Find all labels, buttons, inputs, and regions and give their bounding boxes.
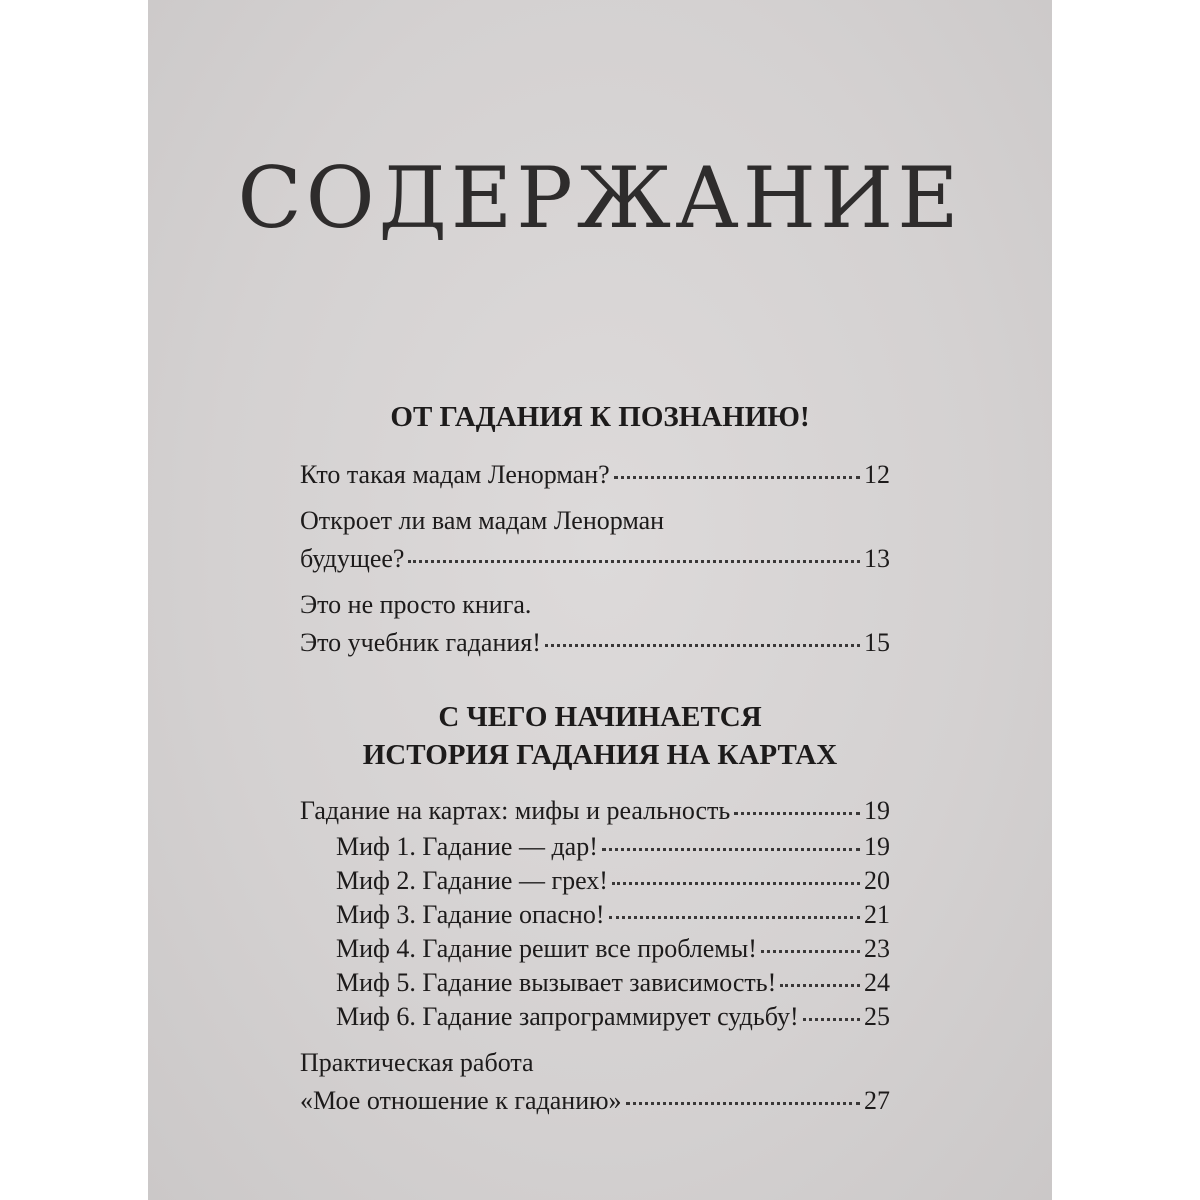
page-number: 27 — [864, 1086, 890, 1115]
toc-entry-text: Откроет ли вам мадам Ленорман — [300, 506, 665, 535]
page-number: 23 — [864, 934, 890, 963]
toc-entry-line — [336, 930, 890, 968]
dot-leader — [803, 1018, 860, 1021]
toc-entry — [336, 862, 890, 900]
toc-entry-line — [336, 964, 890, 1002]
section-heading-line: С ЧЕГО НАЧИНАЕТСЯ — [438, 701, 762, 733]
dot-leader — [609, 916, 860, 919]
toc-entry-line — [336, 998, 890, 1036]
toc-entry-text: Практическая работа — [300, 1048, 534, 1077]
section-heading-line: ОТ ГАДАНИЯ К ПОЗНАНИЮ! — [390, 401, 810, 433]
toc-entry-text: Миф 5. Гадание вызывает зависимость! — [336, 968, 777, 997]
page-number: 19 — [864, 796, 890, 825]
toc-entry — [300, 502, 890, 578]
toc-entry-line — [300, 540, 890, 578]
section-heading — [300, 398, 900, 436]
toc-entry-text: Миф 6. Гадание запрограммирует судьбу! — [336, 1002, 799, 1031]
toc-entry — [300, 586, 890, 662]
toc-entry-text: Миф 2. Гадание — грех! — [336, 866, 608, 895]
page-number: 20 — [864, 866, 890, 895]
toc-entry-line — [336, 896, 890, 934]
toc-entry-text: Гадание на картах: мифы и реальность — [300, 796, 731, 825]
page-number: 12 — [864, 460, 890, 489]
toc-entry-text: Кто такая мадам Ленорман? — [300, 460, 610, 489]
section-heading — [300, 698, 900, 774]
toc-entry-line — [300, 792, 890, 830]
dot-leader — [761, 950, 860, 953]
toc-entry-text: Миф 4. Гадание решит все проблемы! — [336, 934, 757, 963]
page-number: 19 — [864, 832, 890, 861]
toc-entry — [336, 896, 890, 934]
page-number: 15 — [864, 628, 890, 657]
toc-entry-line — [300, 456, 890, 494]
toc-entry-line — [300, 1082, 890, 1120]
toc-entry-line — [336, 862, 890, 900]
toc-entry — [300, 456, 890, 494]
toc-entry-text: «Мое отношение к гаданию» — [300, 1086, 622, 1115]
toc-entry-text: Миф 3. Гадание опасно! — [336, 900, 605, 929]
page-number: 25 — [864, 1002, 890, 1031]
page-number: 21 — [864, 900, 890, 929]
toc-entry-line — [336, 828, 890, 866]
toc-entry — [336, 828, 890, 866]
dot-leader — [545, 644, 860, 647]
toc-entry — [336, 998, 890, 1036]
toc-entry — [336, 930, 890, 968]
toc-entry — [300, 1044, 890, 1120]
toc-entry-text: Это не просто книга. — [300, 590, 532, 619]
toc-entry-line — [300, 624, 890, 662]
dot-leader — [614, 476, 860, 479]
toc-entry-text: Это учебник гадания! — [300, 628, 541, 657]
dot-leader — [626, 1102, 860, 1105]
page-number: 24 — [864, 968, 890, 997]
dot-leader — [612, 882, 860, 885]
dot-leader — [408, 560, 860, 563]
page-title: СОДЕРЖАНИЕ — [237, 149, 963, 247]
toc-entry — [300, 792, 890, 830]
dot-leader — [602, 848, 860, 851]
page-number: 13 — [864, 544, 890, 573]
toc-entry-text: Миф 1. Гадание — дар! — [336, 832, 598, 861]
dot-leader — [734, 812, 860, 815]
dot-leader — [780, 984, 860, 987]
toc-entry-text: будущее? — [300, 544, 405, 573]
toc-entry — [336, 964, 890, 1002]
section-heading-line: ИСТОРИЯ ГАДАНИЯ НА КАРТАХ — [362, 739, 838, 771]
